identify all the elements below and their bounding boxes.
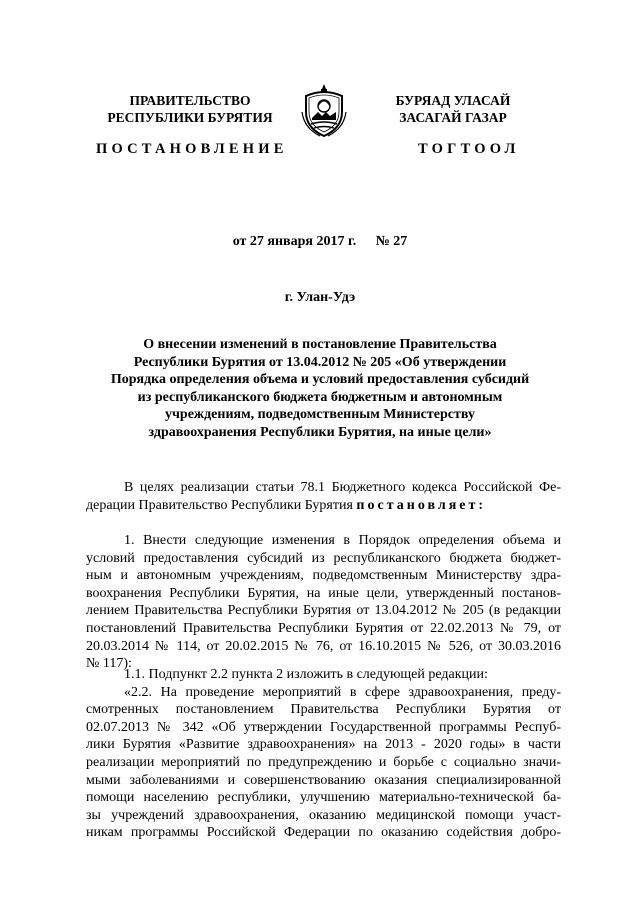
issuer-line-2: РЕСПУБЛИКИ БУРЯТИЯ [107,110,273,125]
text-line: лением Правительства Республики Бурятия от 13.04.2012 № 205 (в редакции [86,603,561,619]
subject-line: учреждениям, подведомственным Министерству [165,407,475,423]
subject-line: О внесении изменений в постановление Правительства [143,337,497,352]
decree-date: от 27 января 2017 г. [232,234,357,249]
text-line: 02.07.2013 № 342 «Об утверждении Государственной программы Респуб- [86,719,561,735]
subject-line: из республиканского бюджета бюджетным и автономным [137,389,503,405]
coat-of-arms-of-buryatia-icon [300,82,348,138]
text-line: мыми заболеваниями и совершенствованию оказания специализированной [86,772,561,788]
text-line: реализации мероприятий по предупреждению и борьбе с социально значи- [86,754,561,770]
decree-keyword: постановляет: [356,497,487,513]
issuer-line-1: ПРАВИТЕЛЬСТВО [129,93,251,108]
text-line: № 117): [86,656,132,672]
issuer-name-buryat [368,92,538,126]
text-line: В целях реализации статьи 78.1 Бюджетного кодекса Российской Фе- [124,480,561,495]
subject-line: Порядка определения объема и условий предоставления субсидий [110,372,530,388]
text-line: постановлений Правительства Республики Бурятия от 22.02.2013 № 79, от [86,620,561,636]
text-line [86,497,561,515]
text-line: условий предоставления субсидий из республиканского бюджета бюджет- [86,550,561,566]
text-line: ным и автономным учреждениям, подведомственным Министерству здра- [86,568,561,584]
city-line: г. Улан-Удэ [284,290,356,305]
decree-number: № 27 [375,234,408,249]
preamble-paragraph [86,479,561,514]
text-line: воохранения Республики Бурятия, на иные цели, утвержденный постанов- [86,585,561,601]
text-line: 20.03.2014 № 114, от 20.02.2015 № 76, от 16.10.2015 № 526, от 30.03.2016 [86,638,561,654]
text-line: 1.1. Подпункт 2.2 пункта 2 изложить в следующей редакции: [124,667,488,682]
item-1-paragraph [86,532,561,673]
doc-type-buryat: ТОГТООЛ [418,141,520,157]
date-and-number [0,234,640,250]
text-line: 1. Внести следующие изменения в Порядок определения объема и [124,533,561,548]
decree-subject [80,336,560,442]
subject-line: Республики Бурятия от 13.04.2012 № 205 «Об утверждении [133,354,507,370]
doc-type-russian: ПОСТАНОВЛЕНИЕ [96,141,288,157]
text-line: «2.2. На проведение мероприятий в сфере здравоохранения, преду- [124,684,561,700]
issuer-line-2: ЗАСАГАЙ ГАЗАР [399,110,507,125]
item-1-1-paragraph [86,666,561,842]
text-line: зы учреждений здравоохранения, оказанию медицинской помощи участ- [86,807,561,823]
preamble-text: дерации Правительство Республики Бурятия [86,497,357,513]
text-line: помощи населению республики, улучшению материально-технической ба- [86,790,561,806]
issuer-name-russian [104,92,276,126]
subject-line: здравоохранения Республики Бурятия, на иные цели» [148,424,492,440]
issuer-line-1: БУРЯАД УЛАСАЙ [395,93,511,108]
text-line: никам программы Российской Федерации по оказанию содействия добро- [86,825,561,841]
text-line: лики Бурятия «Развитие здравоохранения» на 2013 - 2020 годы» в части [86,737,561,753]
text-line: смотренных постановлением Правительства Республики Бурятия от [86,702,561,718]
